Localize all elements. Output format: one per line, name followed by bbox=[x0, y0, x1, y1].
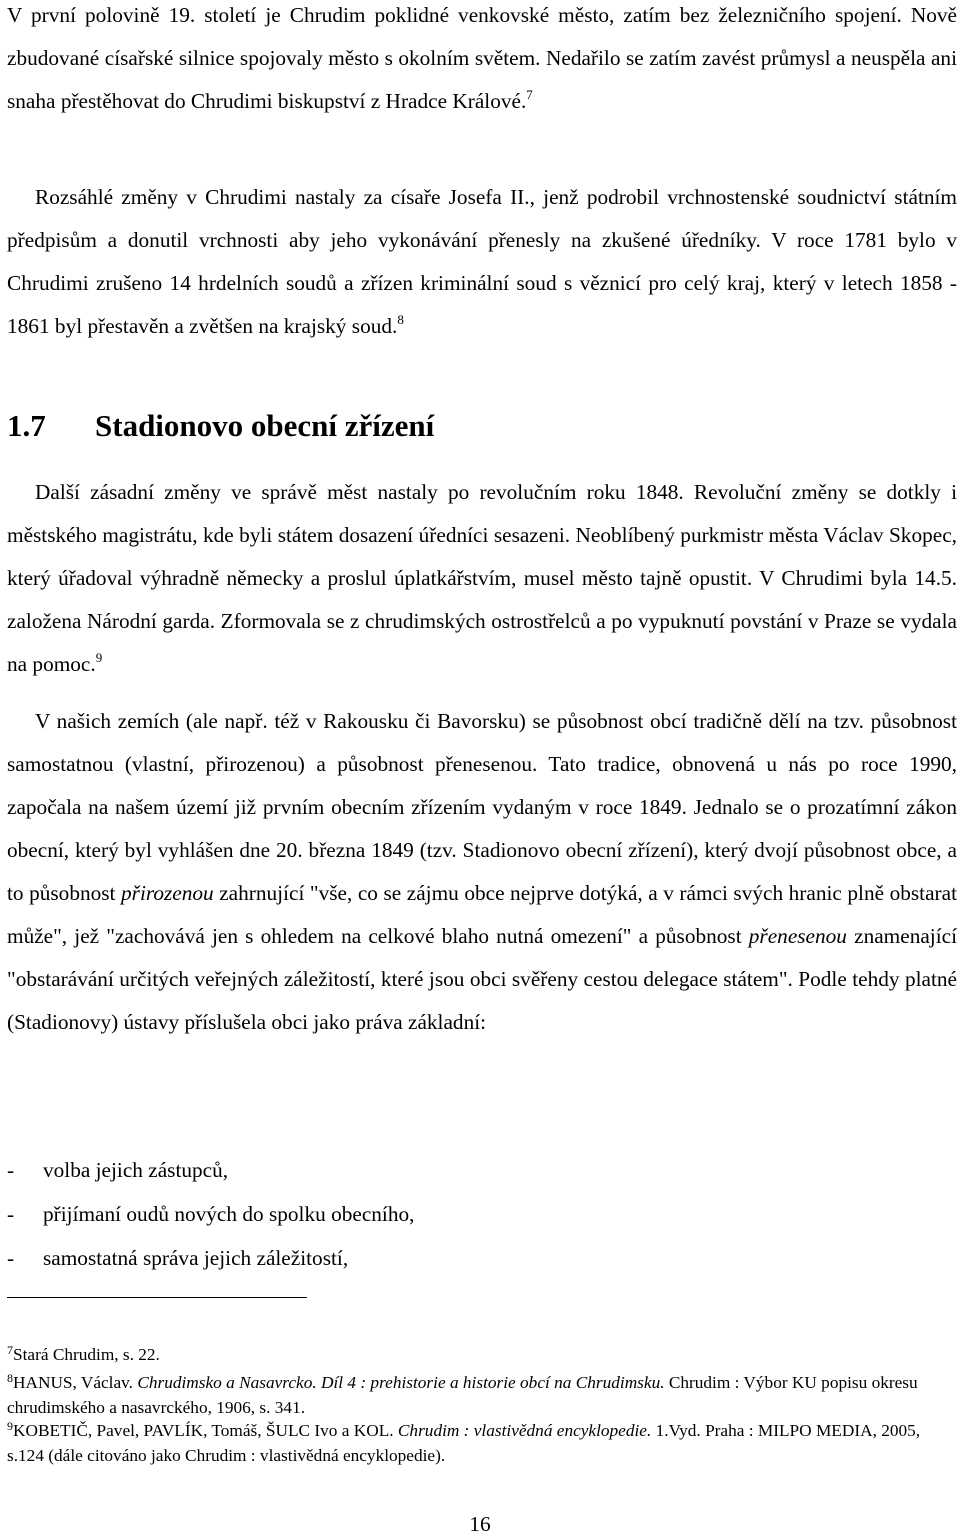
paragraph-revolution: Další zásadní změny ve správě měst nastaly po revolučním roku 1848. Revoluční změny se dotkly i městského magistrátu, kde byli státem dosazení úředníci sesazeni. Neoblíbený purkmistr města Václav Skopec, který úřadoval výhradně německy a proslul úplatkářstvím, musel město tajně opustit. V Chrudimi byla 14.5. založena Národní garda. Zformovala se z chrudimských ostrostřelců a po vypuknutí povstání v Praze se vydala na pomoc.$^9$ bbox=[7, 480, 957, 676]
italic-term-natural: přirozenou bbox=[121, 881, 214, 905]
section-heading bbox=[7, 403, 434, 449]
list-item: - samostatná správa jejich záležitostí, bbox=[7, 1246, 349, 1270]
footnote-8: $^8$HANUS, Václav. Chrudimsko a Nasavrcko. Díl 4 : prehistorie a historie obcí na Chrudimsku. Chrudim : Výbor KU popisu okresu chrudimského a nasavrckého, 1906, s. 341. bbox=[7, 1371, 918, 1417]
footnote-ref-8[interactable]: 8 bbox=[397, 312, 404, 327]
rights-list bbox=[7, 1148, 957, 1280]
paragraph-intro: V první polovině 19. století je Chrudim poklidné venkovské město, zatím bez železničního spojení. Nově zbudované císařské silnice spojovaly město s okolním světem. Nedařilo se zatím zavést průmysl a neuspěla ani snaha přestěhovat do Chrudimi biskupství z Hradce Králové.$^7$ bbox=[7, 3, 957, 113]
paragraph-competence: V našich zemích (ale např. též v Rakousku či Bavorsku) se působnost obcí tradičně dělí na tzv. působnost samostatnou (vlastní, přirozenou) a působnost přenesenou. Tato tradice, obnovená u nás po roce 1990, započala na našem území již prvním obecním zřízením vydaným v roce 1849. Jednalo se o prozatímní zákon obecní, který byl vyhlášen dne 20. března 1849 (tzv. Stadionovo obecní zřízení), který dvojí působnost obce, a to působnost přirozenou zahrnující "vše, co se zájmu obce nejprve dotýká, a v rámci svých hranic plně obstarat může", jež "zachovává jen s ohledem na celkové blaho nutná omezení" a působnost přenesenou znamenající "obstarávání určitých veřejných záležitostí, které jsou obci svěřeny cestou delegace státem". Podle tehdy platné (Stadionovy) ústavy příslušela obci jako práva základní: bbox=[7, 709, 957, 1034]
list-item: - volba jejich zástupců, bbox=[7, 1158, 229, 1182]
footnote-7: $^7$Stará Chrudim, s. 22. bbox=[7, 1343, 160, 1364]
footnote-ref-7[interactable]: 7 bbox=[526, 87, 533, 102]
section-number: 1.7 bbox=[7, 408, 46, 443]
footnote-ref-9[interactable]: 9 bbox=[95, 650, 103, 665]
page-number: 16 bbox=[469, 1512, 491, 1536]
section-title: Stadionovo obecní zřízení bbox=[95, 408, 435, 443]
footnote-separator bbox=[7, 1297, 307, 1298]
italic-term-delegated: přenesenou bbox=[748, 924, 847, 948]
footnote-9: $^9$KOBETIČ, Pavel, PAVLÍK, Tomáš, ŠULC Ivo a KOL. Chrudim : vlastivědná encyklopedie. 1.Vyd. Praha : MILPO MEDIA, 2005, s.124 (dále citováno jako Chrudim : vlastivědná encyklopedie). bbox=[7, 1419, 921, 1465]
list-item: - přijímaní oudů nových do spolku obecního, bbox=[7, 1202, 415, 1226]
paragraph-josef-reforms: Rozsáhlé změny v Chrudimi nastaly za císaře Josefa II., jenž podrobil vrchnostenské soudnictví státním předpisům a donutil vrchnosti aby jeho vykonávání přenesly na zkušené úředníky. V roce 1781 bylo v Chrudimi zrušeno 14 hrdelních soudů a zřízen kriminální soud s věznicí pro celý kraj, který v letech 1858 - 1861 byl přestavěn a zvětšen na krajský soud.$^8$ bbox=[7, 185, 957, 338]
